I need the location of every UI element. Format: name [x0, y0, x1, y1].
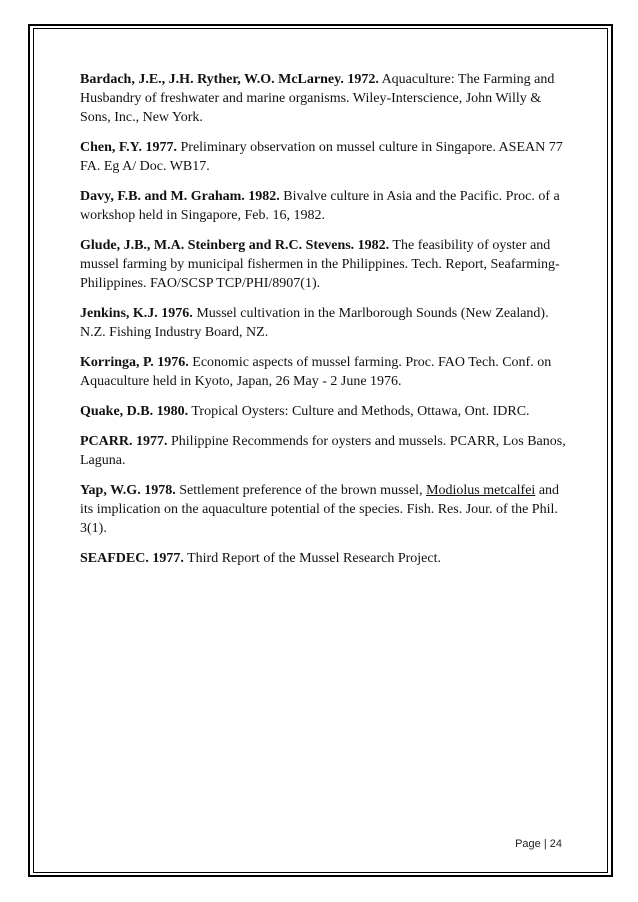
- reference-list: [80, 70, 570, 579]
- reference-seafdec: [80, 549, 570, 568]
- reference-authors: Bardach, J.E., J.H. Ryther, W.O. McLarney. 1972.: [80, 72, 379, 87]
- reference-text: Philippine Recommends for oysters and mussels. PCARR, Los Banos, Laguna.: [80, 434, 566, 468]
- reference-davy: [80, 187, 570, 225]
- reference-authors: Glude, J.B., M.A. Steinberg and R.C. Stevens. 1982.: [80, 238, 390, 253]
- reference-quake: [80, 402, 570, 421]
- reference-authors: SEAFDEC. 1977.: [80, 551, 184, 566]
- reference-text: Third Report of the Mussel Research Project.: [183, 551, 441, 566]
- reference-yap: [80, 481, 570, 538]
- reference-text: and its implication on the aquaculture potential of the species. Fish. Res. Jour. of the Phil. 3(1).: [80, 483, 560, 536]
- reference-text: Bivalve culture in Asia and the Pacific. Proc. of a workshop held in Singapore, Feb. 16, 1982.: [80, 189, 560, 223]
- reference-authors: Quake, D.B. 1980.: [80, 404, 189, 419]
- reference-pcarr: [80, 432, 570, 470]
- reference-glude: [80, 236, 570, 293]
- reference-text: Aquaculture: The Farming and Husbandry of freshwater and marine organisms. Wiley-Interscience, John Willy & Sons, Inc., New York.: [80, 72, 555, 125]
- reference-authors: Chen, F.Y. 1977.: [80, 140, 177, 155]
- reference-text: Mussel cultivation in the Marlborough Sounds (New Zealand). N.Z. Fishing Industry Board, NZ.: [80, 306, 549, 340]
- species-name: Modiolus metcalfei: [426, 483, 536, 498]
- reference-text: Tropical Oysters: Culture and Methods, Ottawa, Ont. IDRC.: [188, 404, 530, 419]
- reference-bardach: [80, 70, 570, 127]
- page-number: Page | 24: [515, 838, 562, 850]
- reference-text: The feasibility of oyster and mussel farming by municipal fishermen in the Philippines. Tech. Report, Seafarming-Philippines. FAO/SCSP TCP/PHI/8907(1).: [80, 238, 560, 291]
- reference-text: Economic aspects of mussel farming. Proc. FAO Tech. Conf. on Aquaculture held in Kyoto, Japan, 26 May - 2 June 1976.: [80, 355, 552, 389]
- reference-authors: Davy, F.B. and M. Graham. 1982.: [80, 189, 280, 204]
- reference-authors: PCARR. 1977.: [80, 434, 168, 449]
- reference-authors: Korringa, P. 1976.: [80, 355, 189, 370]
- reference-korringa: [80, 353, 570, 391]
- reference-authors: Jenkins, K.J. 1976.: [80, 306, 193, 321]
- reference-chen: [80, 138, 570, 176]
- reference-text: Preliminary observation on mussel culture in Singapore. ASEAN 77 FA. Eg A/ Doc. WB17.: [80, 140, 563, 174]
- reference-text: Settlement preference of the brown mussel,: [175, 483, 427, 498]
- reference-authors: Yap, W.G. 1978.: [80, 483, 176, 498]
- reference-jenkins: [80, 304, 570, 342]
